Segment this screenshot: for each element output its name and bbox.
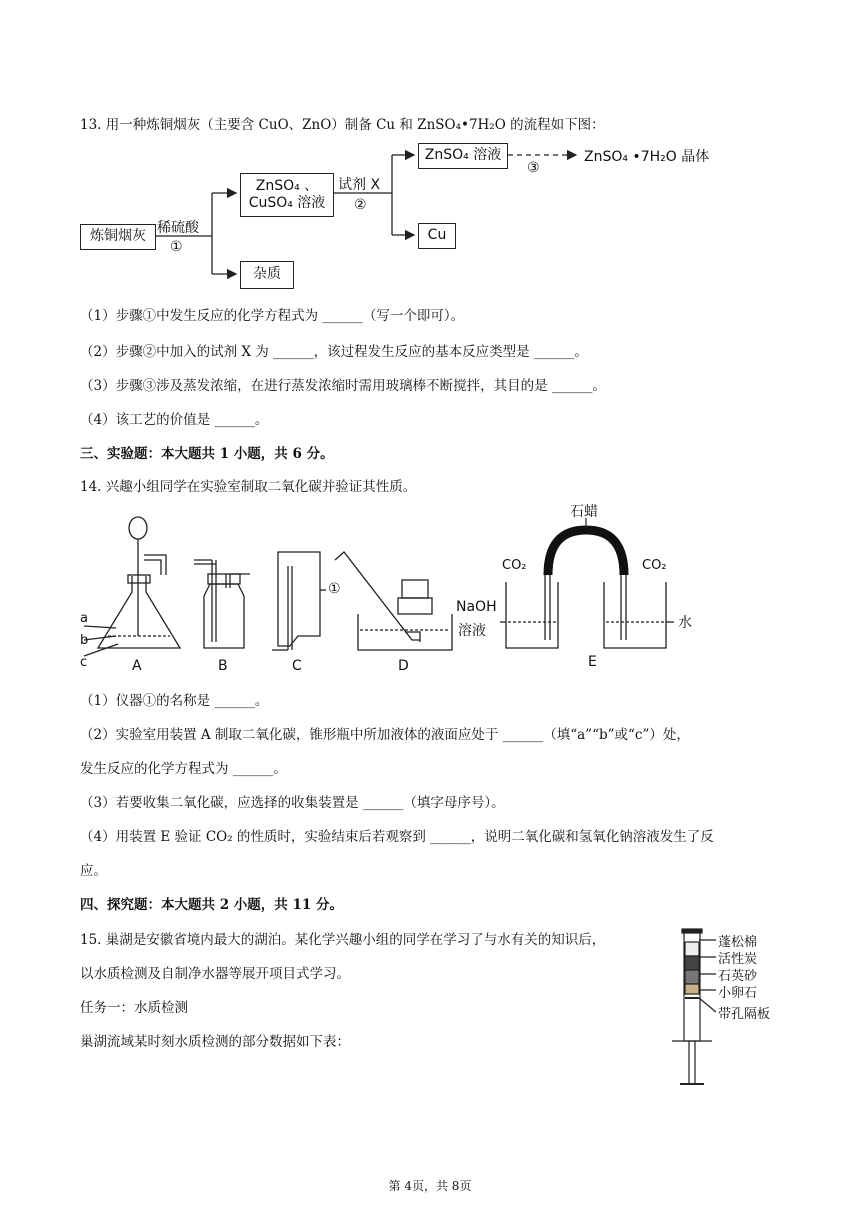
fig-naoh-line2: 溶液 (458, 623, 486, 639)
flow-step3-num: ③ (527, 160, 540, 176)
page-footer: 第 4页，共 8页 (388, 1179, 472, 1193)
fig-label-c: c (80, 655, 88, 670)
q13-stem: 13. 用一种炼铜烟灰（主要含 CuO、ZnO）制备 Cu 和 ZnSO₄•7H₂O 的流程如下图： (80, 117, 605, 133)
flow-mid-line1: ZnSO₄ 、 (255, 177, 319, 194)
q15-task1: 任务一：水质检测 (80, 1000, 188, 1016)
q14-part2a: （2）实验室用装置 A 制取二氧化碳，锥形瓶中所加液体的液面应处于 ______（填“a”“b”或“c”）处， (80, 727, 690, 743)
q15-line1: 15. 巢湖是安徽省境内最大的湖泊。某化学兴趣小组的同学在学习了与水有关的知识后， (80, 932, 606, 948)
filter-label-2: 石英砂 (718, 969, 758, 984)
fig-label-A: A (132, 658, 142, 674)
fig-naoh-line1: NaOH (456, 599, 497, 615)
flow-impurity-label: 杂质 (253, 266, 281, 283)
section4-heading: 四、探究题：本大题共 2 小题，共 11 分。 (80, 897, 343, 913)
q14-part4b: 应。 (80, 863, 107, 879)
q15-line2: 以水质检测及自制净水器等展开项目式学习。 (80, 966, 350, 982)
q14-stem: 14. 兴趣小组同学在实验室制取二氧化碳并验证其性质。 (80, 479, 417, 495)
q13-part1: （1）步骤①中发生反应的化学方程式为 ______（写一个即可）。 (80, 308, 465, 324)
q14-part1: （1）仪器①的名称是 ______。 (80, 693, 269, 709)
fig-circle1: ① (328, 581, 341, 597)
fig-label-a: a (80, 611, 88, 626)
flow-step2-num: ② (354, 197, 367, 213)
q13-part2: （2）步骤②中加入的试剂 X 为 ______，该过程发生反应的基本反应类型是 ______。 (80, 344, 588, 360)
q13-part3: （3）步骤③涉及蒸发浓缩，在进行蒸发浓缩时需用玻璃棒不断搅拌，其目的是 ______。 (80, 378, 606, 394)
filter-label-0: 蓬松棉 (718, 935, 758, 950)
fig-label-E: E (588, 654, 597, 670)
flow-cu-label: Cu (427, 227, 447, 244)
q15-line3: 巢湖流域某时刻水质检测的部分数据如下表： (80, 1034, 350, 1050)
fig-label-C: C (292, 658, 302, 674)
flow-step2-reagent: 试剂 X (338, 177, 381, 193)
fig-label-D: D (398, 658, 409, 674)
flow-start-label: 炼铜烟灰 (90, 228, 146, 245)
fig-label-B: B (218, 658, 228, 674)
fig-co2-right: CO₂ (642, 558, 667, 573)
fig-co2-left: CO₂ (502, 558, 527, 573)
q14-part2b: 发生反应的化学方程式为 ______。 (80, 761, 287, 777)
flow-mid-line2: CuSO₄ 溶液 (248, 195, 326, 211)
flow-step1-reagent: 稀硫酸 (157, 220, 199, 236)
filter-label-4: 带孔隔板 (718, 1007, 771, 1022)
flow-product: ZnSO₄ •7H₂O 晶体 (584, 149, 710, 165)
filter-label-3: 小卵石 (718, 986, 758, 1001)
flow-top-label: ZnSO₄ 溶液 (424, 147, 502, 164)
q13-part4: （4）该工艺的价值是 ______。 (80, 412, 269, 428)
fig-paraffin: 石蜡 (570, 504, 598, 520)
fig-label-b: b (80, 633, 89, 648)
section3-heading: 三、实验题：本大题共 1 小题，共 6 分。 (80, 446, 334, 462)
fig-water: 水 (678, 615, 692, 631)
filter-label-1: 活性炭 (718, 952, 758, 967)
q14-part3: （3）若要收集二氧化碳，应选择的收集装置是 ______（填字母序号）。 (80, 795, 505, 811)
q14-part4a: （4）用装置 E 验证 CO₂ 的性质时，实验结束后若观察到 ______，说明二氧化碳和氢氧化钠溶液发生了反 (80, 829, 714, 845)
flow-step1-num: ① (170, 239, 183, 255)
